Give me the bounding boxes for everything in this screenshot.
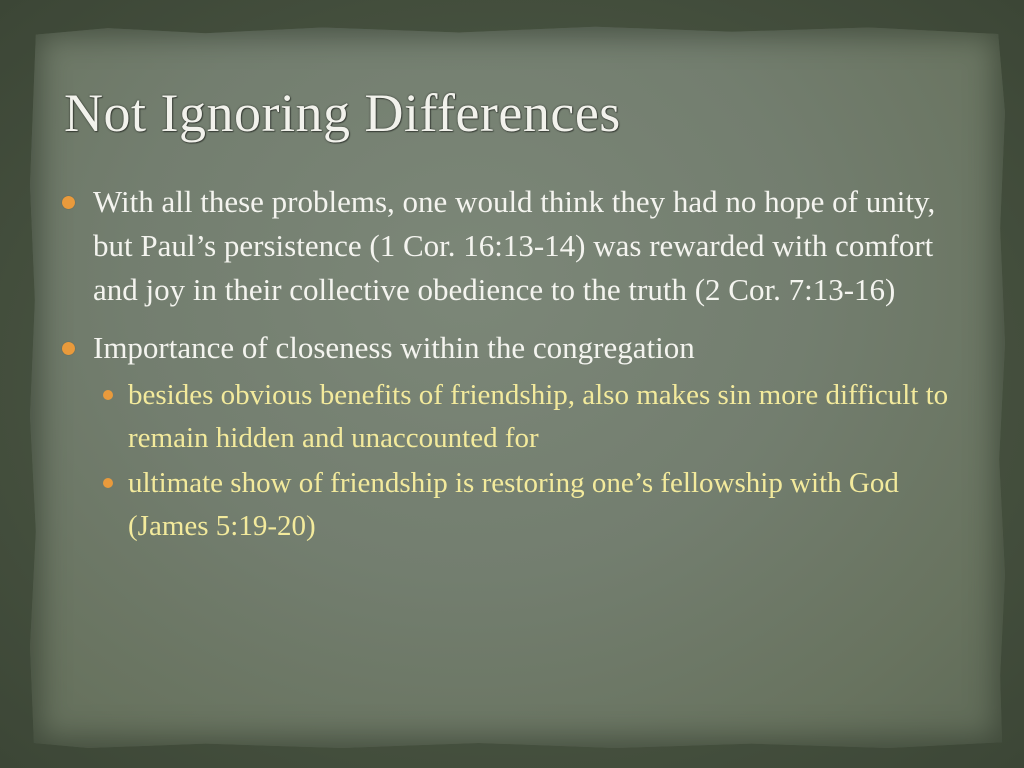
sub-bullet-dot-icon	[103, 478, 113, 488]
sub-bullet-dot-icon	[103, 390, 113, 400]
slide-title: Not Ignoring Differences	[64, 83, 621, 143]
sub-bullet-item	[103, 462, 962, 548]
bullet-item	[62, 180, 962, 312]
bullet-text: Importance of closeness within the congregation	[93, 330, 695, 365]
slide-body	[62, 180, 962, 548]
sub-bullet-list	[103, 374, 962, 548]
sub-bullet-text: ultimate show of friendship is restoring one’s fellowship with God (James 5:19-20)	[128, 467, 899, 542]
sub-bullet-item	[103, 374, 962, 460]
sub-bullet-text: besides obvious benefits of friendship, also makes sin more difficult to remain hidden and unaccounted for	[128, 379, 949, 454]
bullet-dot-icon	[62, 196, 75, 209]
bullet-item	[62, 326, 962, 370]
bullet-dot-icon	[62, 342, 75, 355]
bullet-text: With all these problems, one would think they had no hope of unity, but Paul’s persistence (1 Cor. 16:13-14) was rewarded with comfort and joy in their collective obedience to the truth (2 Cor. 7:13-16)	[93, 184, 936, 307]
